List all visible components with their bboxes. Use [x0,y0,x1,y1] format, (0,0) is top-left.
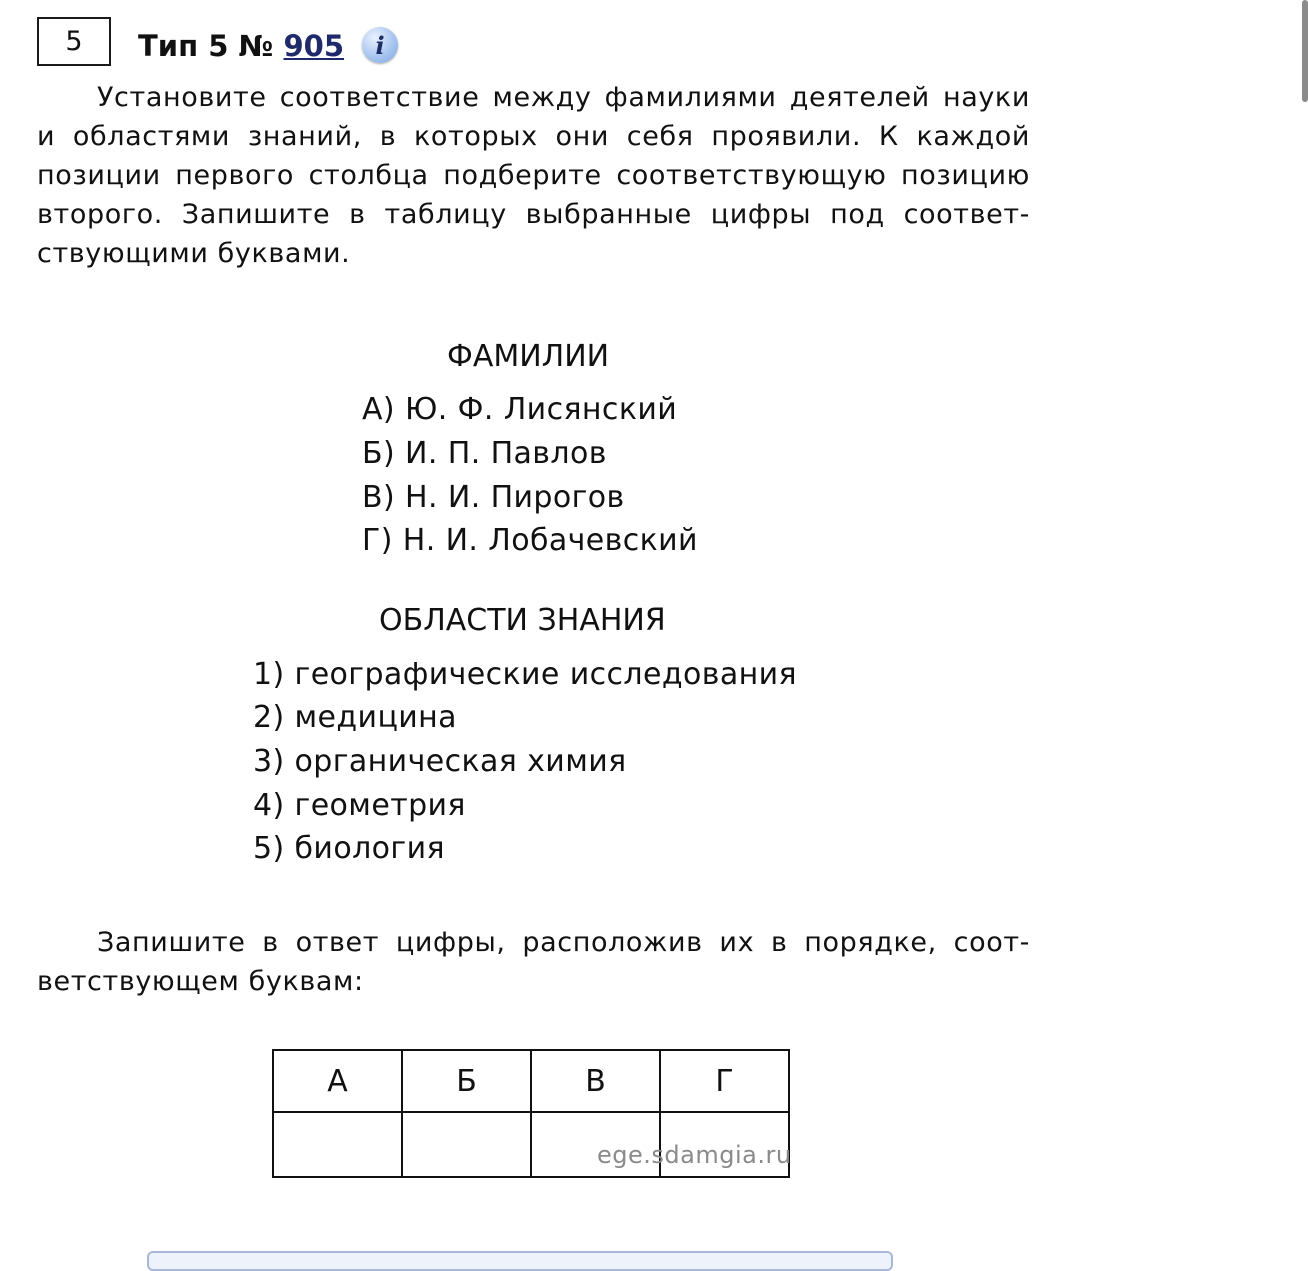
answer-header-v: В [531,1050,660,1112]
surname-item: Г) Н. И. Лобачевский [362,523,698,558]
field-item: 3) органическая химия [253,744,627,779]
task-intro [37,78,1030,273]
field-item: 4) геометрия [253,788,466,823]
task-number-box [37,17,111,66]
surname-item: А) Ю. Ф. Лисянский [362,392,678,427]
task-title [138,24,344,68]
info-icon[interactable]: i [362,27,398,63]
surname-item: В) Н. И. Пирогов [362,480,625,515]
intro-line: второго. Запишите в таблицу выбранные цифры под соответ- [37,199,1030,230]
field-item: 2) медицина [253,700,457,735]
answer-cell-b[interactable] [402,1112,531,1177]
intro-line: позиции первого столбца подберите соответствующую позицию [37,160,1030,191]
task-number: 5 [65,26,83,57]
answer-cell-a[interactable] [273,1112,402,1177]
intro-line: и областями знаний, в которых они себя проявили. К каждой [37,121,1030,152]
watermark: ege.sdamgia.ru [597,1141,792,1169]
bottom-panel-edge [147,1251,893,1271]
intro-line: ствующими буквами. [37,238,351,269]
task-id-link[interactable]: 905 [283,29,345,63]
fields-heading: ОБЛАСТИ ЗНАНИЯ [379,603,666,638]
task-type-label: Тип 5 № [138,29,284,63]
answer-header-g: Г [660,1050,789,1112]
scrollbar[interactable] [1302,0,1308,102]
field-item: 5) биология [253,831,445,866]
outro-line: ветствующем буквам: [37,966,364,997]
surname-item: Б) И. П. Павлов [362,436,607,471]
answer-header-b: Б [402,1050,531,1112]
intro-line: Установите соответствие между фамилиями деятелей науки [97,82,1030,113]
surnames-heading: ФАМИЛИИ [447,339,610,374]
outro-line: Запишите в ответ цифры, расположив их в порядке, соот- [97,927,1030,958]
field-item: 1) географические исследования [253,657,797,692]
task-outro [37,923,1030,1001]
answer-header-a: А [273,1050,402,1112]
